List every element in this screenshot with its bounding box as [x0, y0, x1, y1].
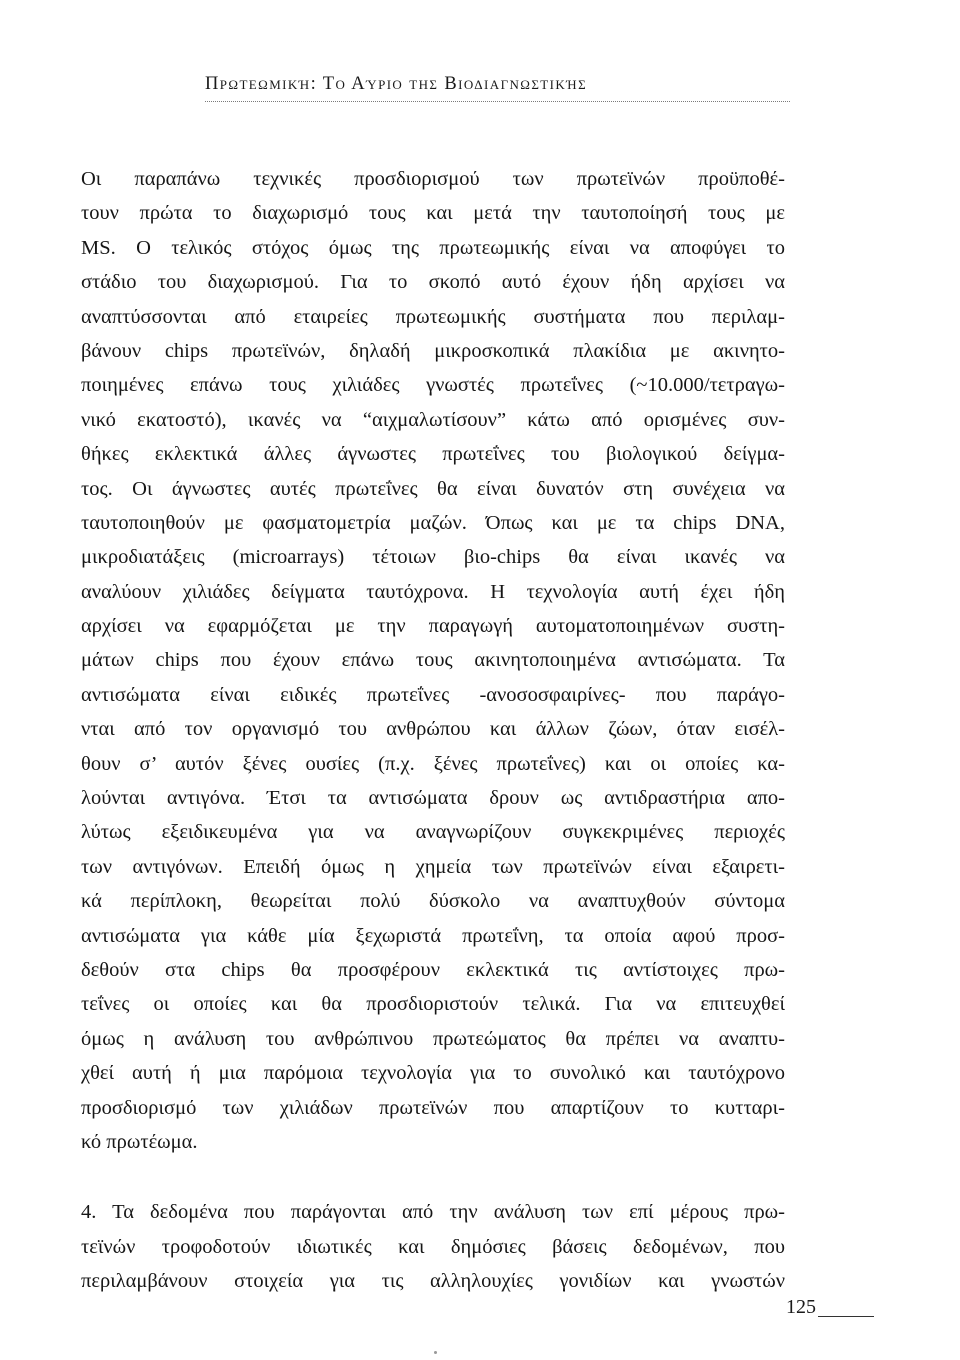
- paragraph-line: μικροδιατάξεις (microarrays) τέτοιων βιο-chips θα είναι ικανές να: [81, 546, 785, 569]
- page-number: 125: [786, 1296, 816, 1318]
- paragraph-line: Οι παραπάνω τεχνικές προσδιορισμού των πρωτεϊνών προϋποθέ-: [81, 168, 785, 190]
- paragraph-line: ταυτοποιηθούν με φασματομετρία μαζών. Όπως και με τα chips DNA,: [81, 511, 785, 534]
- paragraph-line: στάδιο του διαχωρισμού. Για το σκοπό αυτό έχουν ήδη αρχίσει να: [81, 271, 785, 294]
- paragraph-line: αναπτύσσονται από εταιρείες πρωτεωμικής συστήματα που περιλαμ-: [81, 305, 785, 328]
- paragraph-line: προσδιορισμό των χιλιάδων πρωτεϊνών που απαρτίζουν το κυτταρι-: [81, 1096, 785, 1119]
- paragraph-line: κά περίπλοκη, θεωρείται πολύ δύσκολο να αναπτυχθούν σύντομα: [81, 890, 785, 913]
- paragraph-line: νται από τον οργανισμό του ανθρώπου και άλλων ζώων, όταν εισέλ-: [81, 718, 785, 741]
- paragraph-line: λύτως εξειδικευμένα για να αναγνωρίζουν συγκεκριμένες περιοχές: [81, 821, 785, 844]
- running-header: Πρωτεωμική: Το Αύριο της Βιοδιαγνωστικής: [205, 74, 588, 94]
- paragraph-line: αντισώματα είναι ειδικές πρωτεΐνες -ανοσοσφαιρίνες- που παράγο-: [81, 683, 785, 706]
- paragraph-line: χθεί αυτή ή μια παρόμοια τεχνολογία για το συνολικό και ταυτόχρονο: [81, 1062, 785, 1085]
- paragraph-line: βάνουν chips πρωτεϊνών, δηλαδή μικροσκοπικά πλακίδια με ακινητο-: [81, 339, 785, 362]
- paragraph-line: των αντιγόνων. Επειδή όμως η χημεία των πρωτεϊνών είναι εξαιρετι-: [81, 855, 785, 878]
- paragraph-gap: [81, 1159, 785, 1195]
- paragraph-line: όμως η ανάλυση του ανθρώπινου πρωτεώματος θα πρέπει να αναπτυ-: [81, 1027, 785, 1050]
- list-item-4-line: 4. Τα δεδομένα που παράγονται από την ανάλυση των επί μέρους πρω-: [81, 1201, 785, 1224]
- list-item-4-line: περιλαμβάνουν στοιχεία για τις αλληλουχίες γονιδίων και γνωστών: [81, 1270, 785, 1293]
- paragraph-line: αρχίσει να εφαρμόζεται με την παραγωγή αυτοματοποιημένων συστη-: [81, 615, 785, 638]
- paragraph-line: νικό εκατοστό), ικανές να “αιχμαλωτίσουν” κάτω από ορισμένες συν-: [81, 408, 785, 431]
- paragraph-line: αντισώματα για κάθε μία ξεχωριστά πρωτεΐνη, τα οποία αφού προσ-: [81, 924, 785, 947]
- paragraph-line: μάτων chips που έχουν επάνω τους ακινητοποιημένα αντισώματα. Τα: [81, 649, 785, 672]
- header-rule: [205, 101, 790, 102]
- body-text: [81, 162, 785, 1299]
- paragraph-line: τεΐνες οι οποίες και θα προσδιοριστούν τελικά. Για να επιτευχθεί: [81, 993, 785, 1016]
- paragraph-line: δεθούν στα chips θα προσφέρουν εκλεκτικά τις αντίστοιχες πρω-: [81, 958, 785, 981]
- paragraph-line: MS. Ο τελικός στόχος όμως της πρωτεωμικής είναι να αποφύγει το: [81, 236, 785, 259]
- paragraph-line: αναλύουν χιλιάδες δείγματα ταυτόχρονα. Η τεχνολογία αυτή έχει ήδη: [81, 580, 785, 603]
- list-item-4-line: τεϊνών τροφοδοτούν ιδιωτικές και δημόσιες βάσεις δεδομένων, που: [81, 1235, 785, 1258]
- paragraph-line: τουν πρώτα το διαχωρισμό τους και μετά την ταυτοποίησή τους με: [81, 202, 785, 225]
- paragraph-line: κό πρωτέωμα.: [81, 1130, 198, 1153]
- paragraph-line: λούνται αντιγόνα. Έτσι τα αντισώματα δρουν ως αντιδραστήρια απο-: [81, 787, 785, 810]
- paragraph-line: τος. Οι άγνωστες αυτές πρωτεΐνες θα είναι δυνατόν στη συνέχεια να: [81, 477, 785, 500]
- paragraph-line: θουν σ’ αυτόν ξένες ουσίες (π.χ. ξένες πρωτεΐνες) και οι οποίες κα-: [81, 752, 785, 775]
- paragraph-line: ποιημένες επάνω τους χιλιάδες γνωστές πρωτεΐνες (~10.000/τετραγω-: [81, 374, 785, 397]
- scan-speck: [434, 1351, 437, 1354]
- page-number-rule: [818, 1316, 874, 1317]
- paragraph-line: θήκες εκλεκτικά άλλες άγνωστες πρωτεΐνες του βιολογικού δείγμα-: [81, 443, 785, 466]
